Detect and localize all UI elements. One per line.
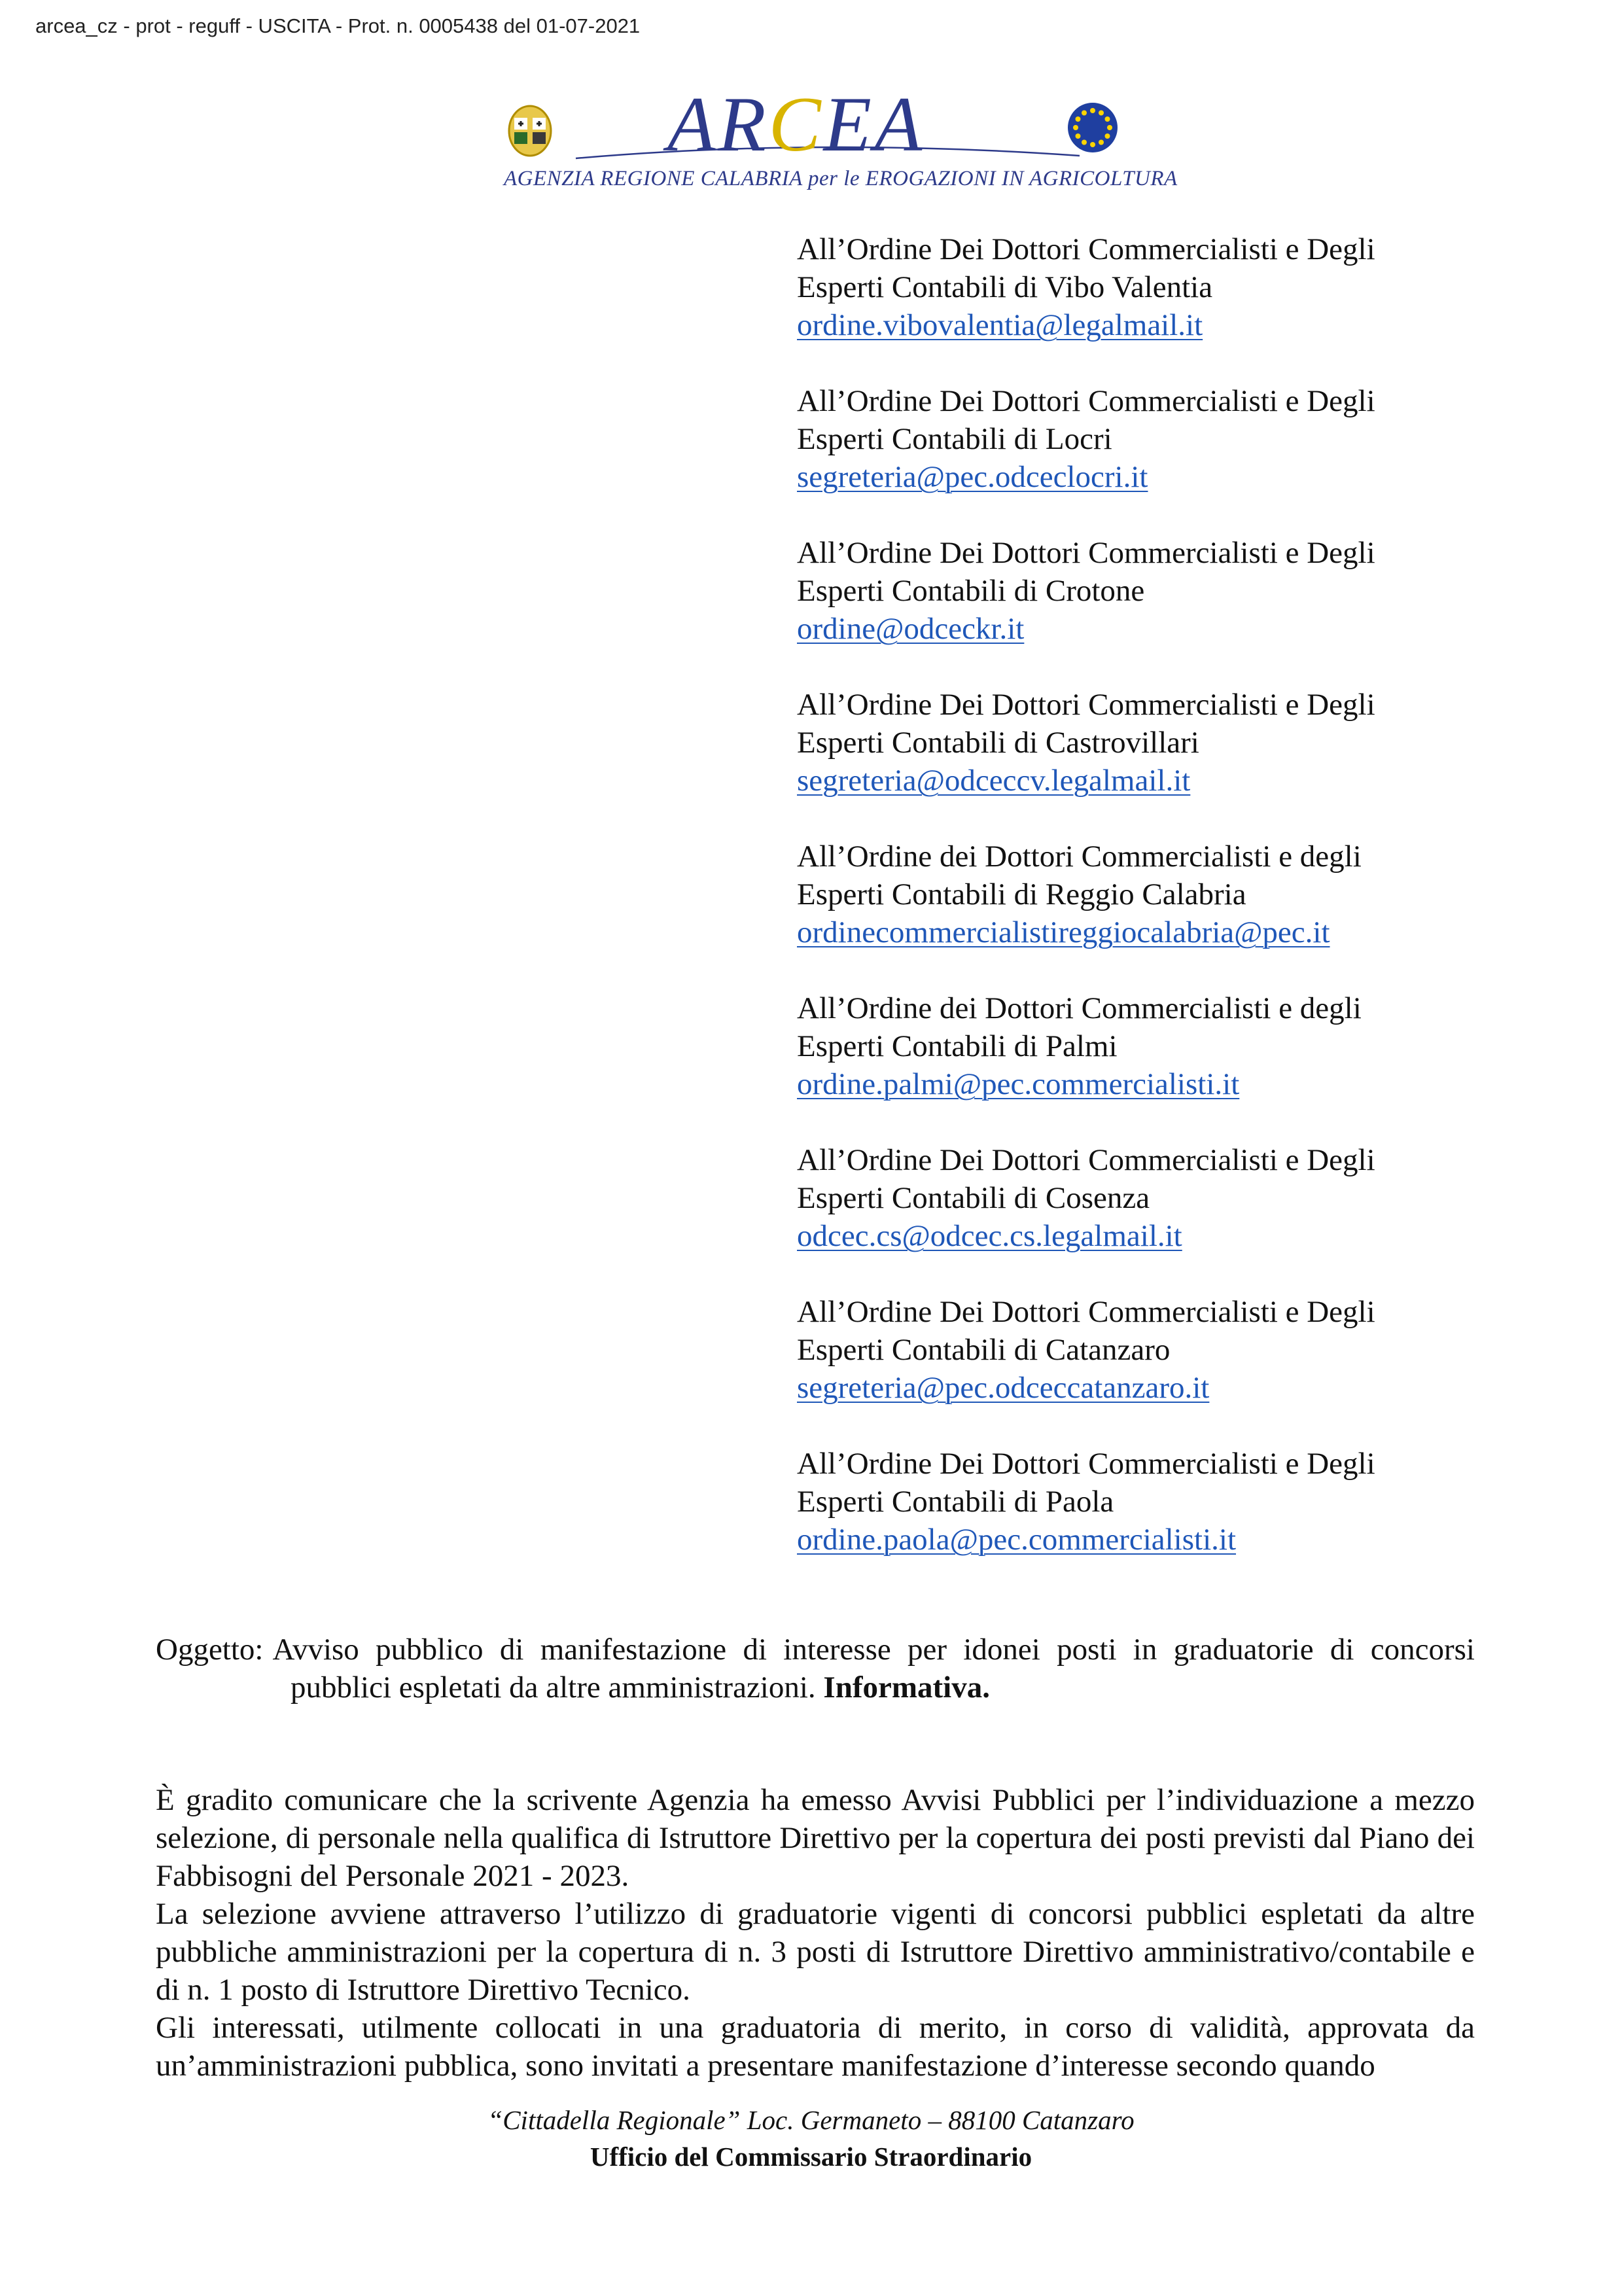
- calabria-crest-icon: [509, 106, 551, 156]
- recipient-line1: All’Ordine dei Dottori Commercialisti e degli: [797, 839, 1362, 874]
- recipient-block: [797, 838, 1582, 951]
- protocol-stamp: arcea_cz - prot - reguff - USCITA - Prot. n. 0005438 del 01-07-2021: [35, 14, 641, 37]
- recipient-line2: Esperti Contabili di Castrovillari: [797, 726, 1199, 760]
- subject-line1: Avviso pubblico di manifestazione di interesse per idonei posti in graduatorie di concorsi: [272, 1633, 1475, 1667]
- recipient-block: [797, 686, 1582, 800]
- recipient-block: [797, 382, 1582, 496]
- body-paragraph-1: È gradito comunicare che la scrivente Agenzia ha emesso Avvisi Pubblici per l’individuazione a mezzo selezione, di personale nella qualifica di Istruttore Direttivo per la copertura dei posti previsti dal Piano dei Fabbisogni del Personale 2021 - 2023.: [156, 1783, 1475, 1893]
- recipient-line2: Esperti Contabili di Crotone: [797, 574, 1145, 608]
- recipient-line1: All’Ordine Dei Dottori Commercialisti e Degli: [797, 536, 1375, 570]
- footer-office: Ufficio del Commissario Straordinario: [590, 2142, 1032, 2172]
- recipient-email-link[interactable]: ordine.paola@pec.commercialisti.it: [797, 1523, 1237, 1557]
- subject-block: [156, 1631, 1475, 1706]
- recipient-line2: Esperti Contabili di Locri: [797, 422, 1112, 456]
- arcea-logo: [504, 80, 1178, 196]
- logo-wordmark: ARCEA: [667, 80, 925, 168]
- recipient-line2: Esperti Contabili di Paola: [797, 1485, 1114, 1519]
- recipient-email-link[interactable]: ordine@odceckr.it: [797, 612, 1025, 646]
- footer-address: “Cittadella Regionale” Loc. Germaneto – 88100 Catanzaro: [487, 2105, 1135, 2135]
- eu-flag-icon: [1068, 103, 1118, 152]
- recipient-line1: All’Ordine Dei Dottori Commercialisti e Degli: [797, 688, 1375, 722]
- recipient-line1: All’Ordine Dei Dottori Commercialisti e Degli: [797, 1295, 1375, 1329]
- recipient-block: [797, 1445, 1582, 1559]
- recipient-email-link[interactable]: ordine.palmi@pec.commercialisti.it: [797, 1067, 1240, 1101]
- recipient-line1: All’Ordine Dei Dottori Commercialisti e Degli: [797, 1143, 1375, 1177]
- subject-bold: Informativa.: [823, 1670, 990, 1704]
- recipient-block: [797, 534, 1582, 648]
- subject-line2: pubblici espletati da altre amministrazioni.: [291, 1670, 824, 1704]
- recipient-email-link[interactable]: segreteria@pec.odceccatanzaro.it: [797, 1371, 1210, 1405]
- recipient-line1: All’Ordine dei Dottori Commercialisti e degli: [797, 991, 1362, 1025]
- recipient-email-link[interactable]: ordine.vibovalentia@legalmail.it: [797, 308, 1203, 342]
- recipient-email-link[interactable]: segreteria@pec.odceclocri.it: [797, 460, 1148, 494]
- body-paragraph-2: La selezione avviene attraverso l’utilizzo di graduatorie vigenti di concorsi pubblici espletati da altre pubbliche amministrazioni per la copertura di n. 3 posti di Istruttore Direttivo amministrativo/contabile e di n. 1 posto di Istruttore Direttivo Tecnico.: [156, 1897, 1475, 2007]
- recipient-line2: Esperti Contabili di Catanzaro: [797, 1333, 1171, 1367]
- recipient-line2: Esperti Contabili di Palmi: [797, 1029, 1118, 1063]
- recipient-email-link[interactable]: segreteria@odceccv.legalmail.it: [797, 764, 1191, 798]
- recipient-block: [797, 230, 1582, 344]
- body-paragraph-3: Gli interessati, utilmente collocati in una graduatoria di merito, in corso di validità, approvata da un’amministrazioni pubblica, sono invitati a presentare manifestazione d’interesse secondo quando: [156, 2011, 1475, 2083]
- recipient-line2: Esperti Contabili di Reggio Calabria: [797, 877, 1246, 911]
- recipients-list: [797, 230, 1582, 1597]
- recipient-line1: All’Ordine Dei Dottori Commercialisti e Degli: [797, 232, 1375, 266]
- recipient-block: [797, 1293, 1582, 1407]
- recipient-line1: All’Ordine Dei Dottori Commercialisti e Degli: [797, 1447, 1375, 1481]
- recipient-line2: Esperti Contabili di Vibo Valentia: [797, 270, 1213, 304]
- letter-body: [156, 1781, 1475, 2085]
- recipient-email-link[interactable]: odcec.cs@odcec.cs.legalmail.it: [797, 1219, 1182, 1253]
- recipient-email-link[interactable]: ordinecommercialistireggiocalabria@pec.it: [797, 915, 1330, 949]
- subject-label: Oggetto:: [156, 1633, 264, 1667]
- page-footer: [0, 2102, 1622, 2175]
- logo-subtitle: AGENZIA REGIONE CALABRIA per le EROGAZIONI IN AGRICOLTURA: [504, 167, 1178, 190]
- recipient-line2: Esperti Contabili di Cosenza: [797, 1181, 1150, 1215]
- recipient-line1: All’Ordine Dei Dottori Commercialisti e Degli: [797, 384, 1375, 418]
- recipient-block: [797, 1141, 1582, 1255]
- recipient-block: [797, 989, 1582, 1103]
